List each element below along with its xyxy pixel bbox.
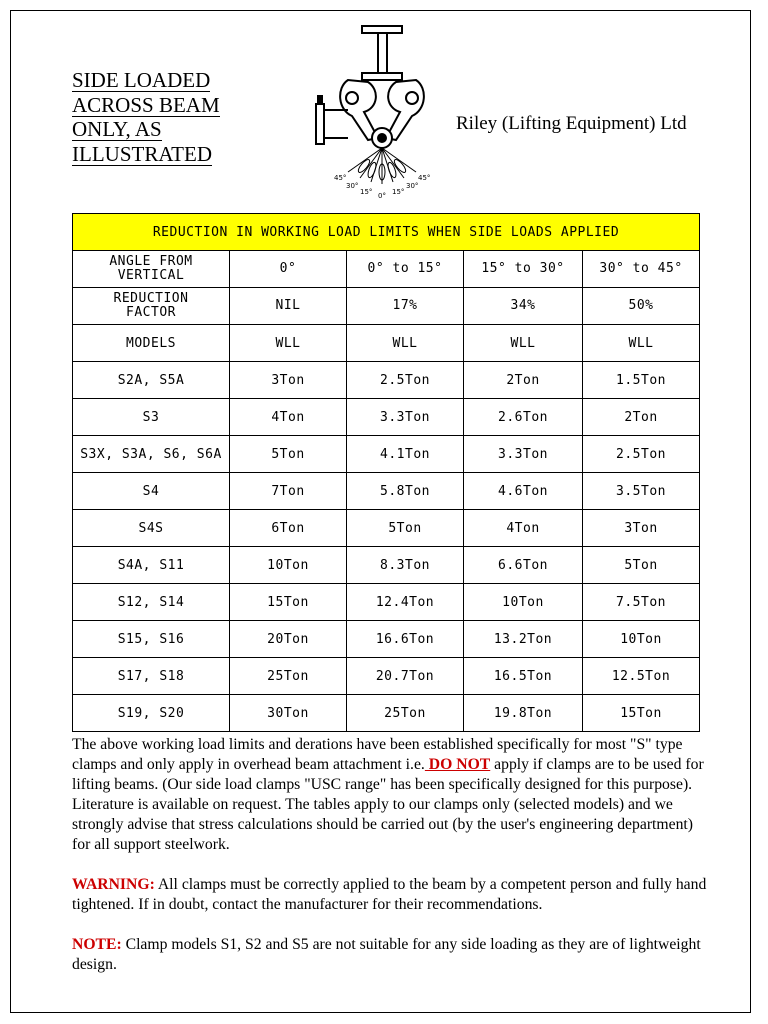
model-cell: S4S: [73, 510, 230, 547]
model-cell: S4: [73, 473, 230, 510]
note-label: NOTE:: [72, 936, 122, 953]
wll-cell: 10Ton: [230, 547, 347, 584]
model-cell: S12, S14: [73, 584, 230, 621]
wll-cell: 25Ton: [347, 695, 464, 732]
side-loaded-title: [72, 68, 242, 166]
wll-cell: 19.8Ton: [464, 695, 583, 732]
wll-cell: 12.5Ton: [583, 658, 700, 695]
wll-cell: 12.4Ton: [347, 584, 464, 621]
company-name: Riley (Lifting Equipment) Ltd: [456, 113, 687, 134]
wll-cell: 6Ton: [230, 510, 347, 547]
notes-section: [72, 735, 712, 995]
table-row: [73, 621, 700, 658]
wll-cell: 4Ton: [230, 399, 347, 436]
wll-cell: 13.2Ton: [464, 621, 583, 658]
wll-cell: 10Ton: [464, 584, 583, 621]
wll-cell: 10Ton: [583, 621, 700, 658]
wll-cell: 4Ton: [464, 510, 583, 547]
angle-label-15-left: 15°: [360, 188, 373, 196]
wll-cell: 8.3Ton: [347, 547, 464, 584]
wll-cell: 2.6Ton: [464, 399, 583, 436]
wll-rows: [73, 362, 700, 732]
table-row: [73, 584, 700, 621]
table-row: [73, 436, 700, 473]
table-row: [73, 510, 700, 547]
beam-clamp-diagram: [308, 20, 448, 202]
wll-cell: 16.5Ton: [464, 658, 583, 695]
wll-cell: 3.3Ton: [464, 436, 583, 473]
angle-label-45-left: 45°: [334, 174, 347, 182]
side-title-line-3: ONLY, AS: [72, 117, 162, 141]
note-text: Clamp models S1, S2 and S5 are not suitable for any side loading as they are of lightweight design.: [72, 936, 701, 973]
wll-cell: 5.8Ton: [347, 473, 464, 510]
warning-paragraph: [72, 875, 712, 915]
reduction-factor-label: [73, 288, 230, 325]
wll-cell: 1.5Ton: [583, 362, 700, 399]
wll-cell: 4.1Ton: [347, 436, 464, 473]
wll-table: [72, 213, 700, 732]
wll-cell: 4.6Ton: [464, 473, 583, 510]
angle-cell: 0°: [230, 251, 347, 288]
wll-header: WLL: [230, 325, 347, 362]
wll-header: WLL: [464, 325, 583, 362]
wll-cell: 2.5Ton: [347, 362, 464, 399]
wll-cell: 7.5Ton: [583, 584, 700, 621]
wll-cell: 5Ton: [230, 436, 347, 473]
wll-cell: 3.5Ton: [583, 473, 700, 510]
wll-cell: 3Ton: [583, 510, 700, 547]
wll-cell: 2Ton: [583, 399, 700, 436]
angle-label-15-right: 15°: [392, 188, 405, 196]
angle-label-30-left: 30°: [346, 182, 359, 190]
wll-cell: 15Ton: [583, 695, 700, 732]
table-row: [73, 658, 700, 695]
wll-header: WLL: [583, 325, 700, 362]
angle-cell: 15° to 30°: [464, 251, 583, 288]
model-cell: S3X, S3A, S6, S6A: [73, 436, 230, 473]
wll-cell: 20Ton: [230, 621, 347, 658]
reduction-cell: 50%: [583, 288, 700, 325]
wll-cell: 16.6Ton: [347, 621, 464, 658]
notes-text-b: apply if clamps are to be used for lifting beams. (Our side load clamps "USC range" has been specifically designed for this purpose). Literature is available on request. The tables apply to our clamps only (selected models) and we strongly advise that stress calculations should be carried out (by the user's engineering department) for all support steelwork.: [72, 756, 704, 853]
warning-label: WARNING:: [72, 876, 155, 893]
model-cell: S2A, S5A: [73, 362, 230, 399]
table-row: [73, 695, 700, 732]
warning-text: All clamps must be correctly applied to the beam by a competent person and fully hand tightened. If in doubt, contact the manufacturer for their recommendations.: [72, 876, 707, 913]
angle-label-0: 0°: [378, 192, 386, 200]
wll-cell: 2Ton: [464, 362, 583, 399]
table-row: [73, 399, 700, 436]
do-not-emphasis: DO NOT: [424, 756, 491, 773]
angle-label-line-1: ANGLE FROM: [109, 254, 193, 269]
angle-label-30-right: 30°: [406, 182, 419, 190]
side-title-line-1: SIDE LOADED: [72, 68, 211, 92]
wll-cell: 25Ton: [230, 658, 347, 695]
model-cell: S17, S18: [73, 658, 230, 695]
side-title-line-4: ILLUSTRATED: [72, 141, 212, 166]
wll-cell: 6.6Ton: [464, 547, 583, 584]
reduction-cell: NIL: [230, 288, 347, 325]
wll-cell: 5Ton: [583, 547, 700, 584]
notes-text-a: The above working load limits and derations have been established specifically for most "S" type clamps and only apply in overhead beam attachment i.e.: [72, 736, 683, 773]
wll-cell: 3Ton: [230, 362, 347, 399]
wll-cell: 2.5Ton: [583, 436, 700, 473]
angle-cell: 30° to 45°: [583, 251, 700, 288]
reduction-cell: 34%: [464, 288, 583, 325]
angle-from-vertical-label: [73, 251, 230, 288]
side-title-line-2: ACROSS BEAM: [72, 92, 220, 117]
wll-cell: 7Ton: [230, 473, 347, 510]
angle-cell: 0° to 15°: [347, 251, 464, 288]
table-row: [73, 547, 700, 584]
wll-cell: 15Ton: [230, 584, 347, 621]
table-banner: REDUCTION IN WORKING LOAD LIMITS WHEN SIDE LOADS APPLIED: [73, 214, 700, 251]
wll-cell: 5Ton: [347, 510, 464, 547]
model-cell: S19, S20: [73, 695, 230, 732]
wll-cell: 20.7Ton: [347, 658, 464, 695]
table-row: [73, 362, 700, 399]
model-cell: S15, S16: [73, 621, 230, 658]
notes-paragraph: [72, 735, 712, 855]
note-paragraph: [72, 935, 712, 975]
model-cell: S4A, S11: [73, 547, 230, 584]
table-row: [73, 473, 700, 510]
wll-cell: 3.3Ton: [347, 399, 464, 436]
angle-label-45-right: 45°: [418, 174, 431, 182]
models-header: MODELS: [73, 325, 230, 362]
reduction-label-line-1: REDUCTION: [113, 291, 189, 306]
wll-header: WLL: [347, 325, 464, 362]
wll-cell: 30Ton: [230, 695, 347, 732]
angle-label-line-2: VERTICAL: [117, 268, 185, 283]
model-cell: S3: [73, 399, 230, 436]
reduction-cell: 17%: [347, 288, 464, 325]
reduction-label-line-2: FACTOR: [126, 305, 176, 320]
